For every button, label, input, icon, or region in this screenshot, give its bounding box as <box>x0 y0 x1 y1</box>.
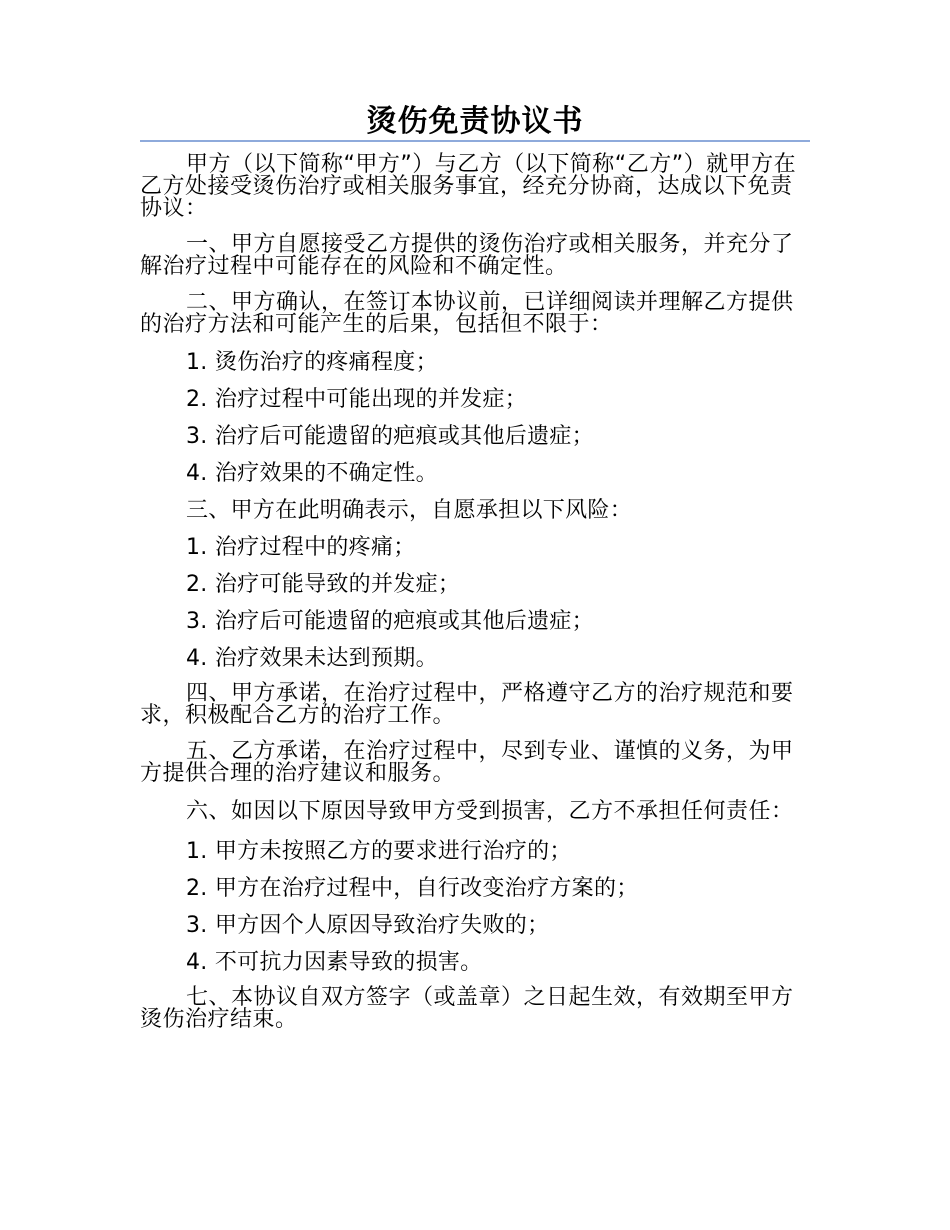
clause-1: 一、甲方自愿接受乙方提供的烫伤治疗或相关服务，并充分了解治疗过程中可能存在的风险和不确定性。 <box>140 232 794 279</box>
clause-2-item: 3. 治疗后可能遗留的疤痕或其他后遗症； <box>186 424 594 449</box>
clause-3-item: 3. 治疗后可能遗留的疤痕或其他后遗症； <box>186 609 594 634</box>
clause-6-item: 3. 甲方因个人原因导致治疗失败的； <box>186 913 550 938</box>
document-page <box>140 100 810 1045</box>
clause-6-item: 2. 甲方在治疗过程中，自行改变治疗方案的； <box>186 876 639 901</box>
clause-4: 四、甲方承诺，在治疗过程中，严格遵守乙方的治疗规范和要求，积极配合乙方的治疗工作。 <box>140 681 794 728</box>
clause-3-item: 2. 治疗可能导致的并发症； <box>186 572 461 597</box>
clause-2-item: 2. 治疗过程中可能出现的并发症； <box>186 387 528 412</box>
clause-3: 三、甲方在此明确表示，自愿承担以下风险： <box>186 498 633 523</box>
clause-2-item: 1. 烫伤治疗的疼痛程度； <box>186 350 438 375</box>
clause-7: 七、本协议自双方签字（或盖章）之日起生效，有效期至甲方烫伤治疗结束。 <box>140 985 794 1032</box>
clause-2-item: 4. 治疗效果的不确定性。 <box>186 461 438 486</box>
clause-6-item: 1. 甲方未按照乙方的要求进行治疗的； <box>186 839 572 864</box>
clause-6: 六、如因以下原因导致甲方受到损害，乙方不承担任何责任： <box>186 799 794 824</box>
intro-paragraph: 甲方（以下简称“甲方”）与乙方（以下简称“乙方”）就甲方在乙方处接受烫伤治疗或相关服务事宜，经充分协商，达成以下免责协议： <box>140 152 797 221</box>
clause-5: 五、乙方承诺，在治疗过程中，尽到专业、谨慎的义务，为甲方提供合理的治疗建议和服务。 <box>140 739 794 786</box>
document-title: 烫伤免责协议书 <box>366 104 584 139</box>
clause-3-item: 1. 治疗过程中的疼痛； <box>186 535 416 560</box>
clause-2: 二、甲方确认，在签订本协议前，已详细阅读并理解乙方提供的治疗方法和可能产生的后果，包括但不限于： <box>140 290 794 337</box>
clause-3-item: 4. 治疗效果未达到预期。 <box>186 646 438 671</box>
clause-6-item: 4. 不可抗力因素导致的损害。 <box>186 950 483 975</box>
